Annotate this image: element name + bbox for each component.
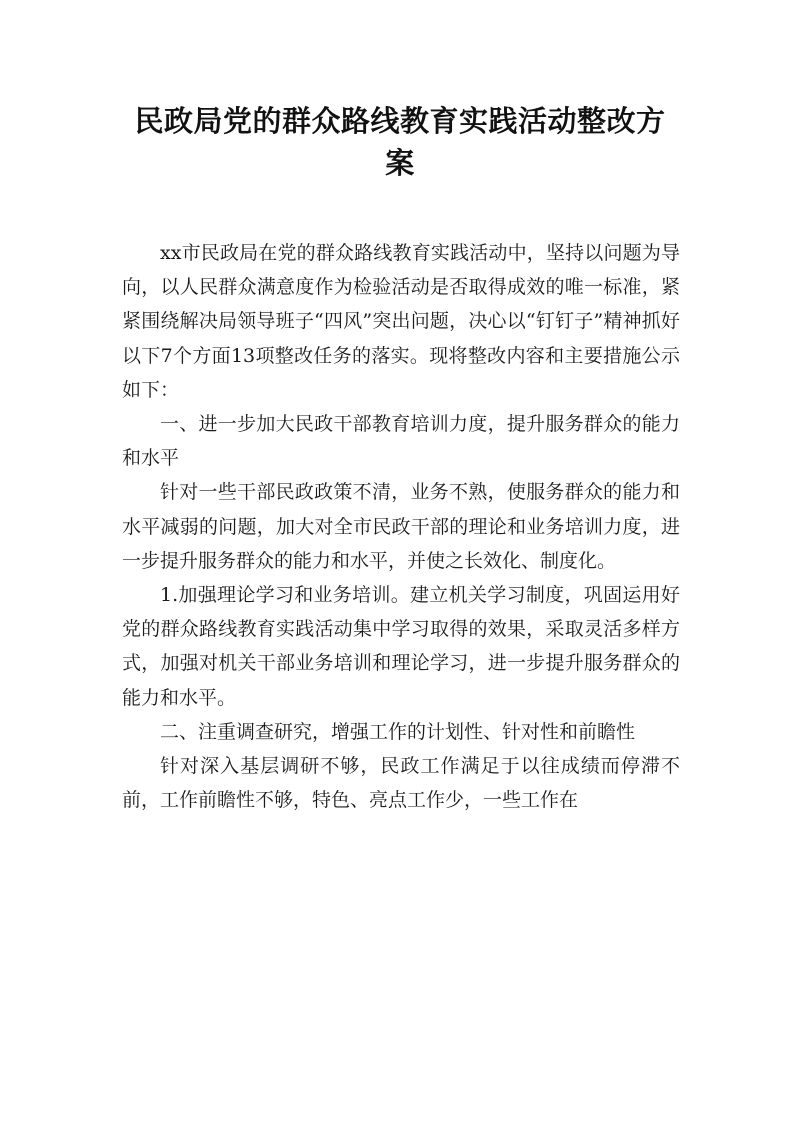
document-title: 民政局党的群众路线教育实践活动整改方案 — [134, 104, 666, 180]
paragraph-section-2: 针对深入基层调研不够，民政工作满足于以往成绩而停滞不前，工作前瞻性不够，特色、亮点工作少，一些工作在 — [122, 755, 680, 812]
document-body — [122, 236, 680, 817]
paragraph-item-1: 1.加强理论学习和业务培训。建立机关学习制度，巩固运用好党的群众路线教育实践活动集中学习取得的效果，采取灵活多样方式，加强对机关干部业务培训和理论学习，进一步提升服务群众的能力和水平。 — [122, 584, 680, 709]
section-heading-2: 二、注重调查研究，增强工作的计划性、针对性和前瞻性 — [160, 720, 636, 743]
paragraph-intro: xx市民政局在党的群众路线教育实践活动中，坚持以问题为导向，以人民群众满意度作为检验活动是否取得成效的唯一标准，紧紧围绕解决局领导班子“四风”突出问题，决心以“钉钉子”精神抓好以下7个方面13项整改任务的落实。现将整改内容和主要措施公示如下： — [122, 242, 680, 401]
section-heading-1: 一、进一步加大民政干部教育培训力度，提升服务群众的能力和水平 — [122, 413, 680, 470]
paragraph-section-1: 针对一些干部民政政策不清，业务不熟，使服务群众的能力和水平减弱的问题，加大对全市民政干部的理论和业务培训力度，进一步提升服务群众的能力和水平，并使之长效化、制度化。 — [122, 481, 680, 572]
